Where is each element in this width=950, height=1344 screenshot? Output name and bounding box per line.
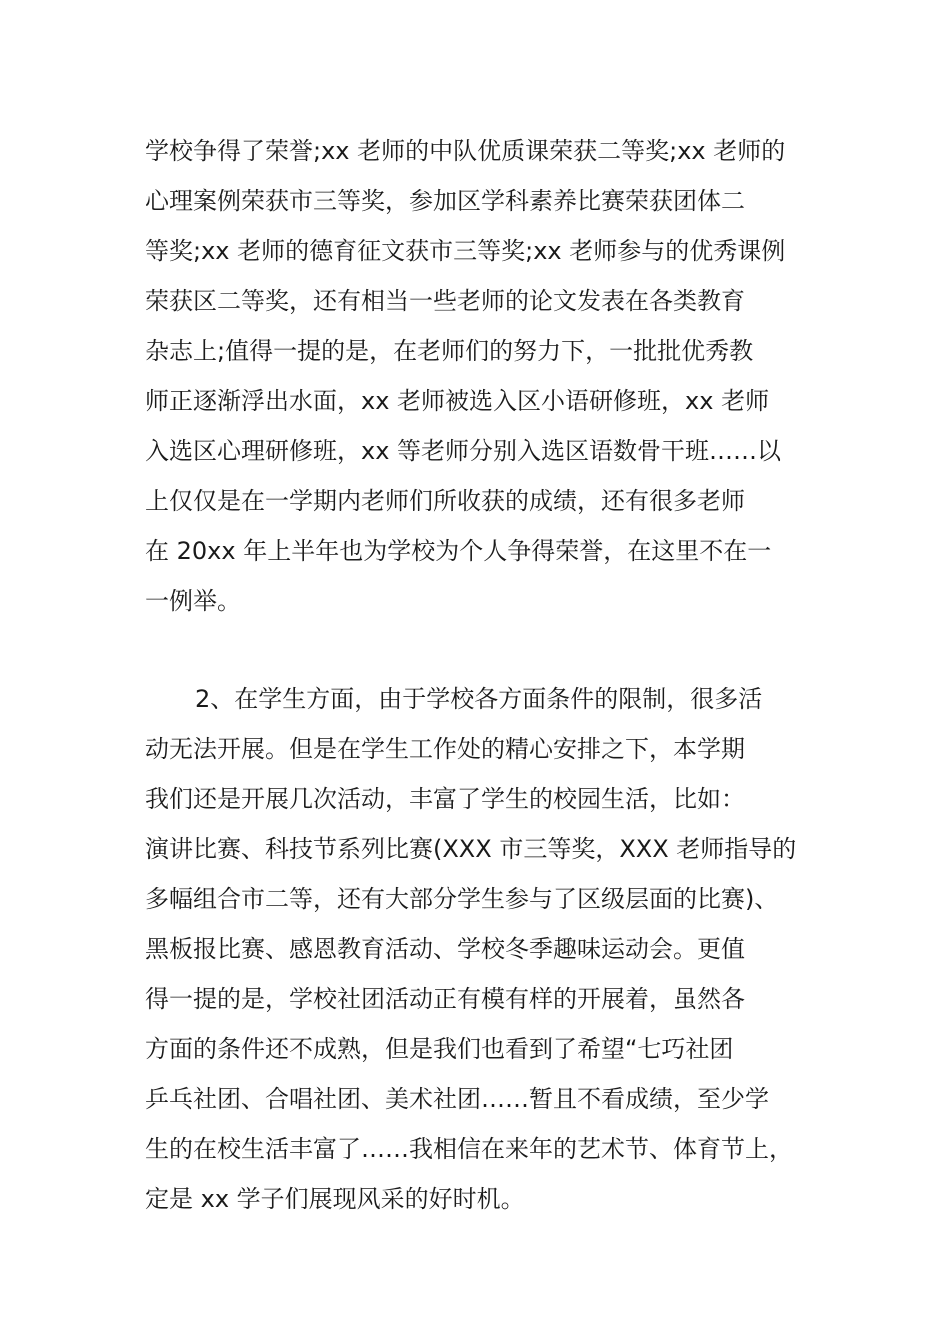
text-line: 一例举。: [145, 587, 241, 615]
text-line: 上仅仅是在一学期内老师们所收获的成绩，还有很多老师: [145, 487, 745, 515]
paragraph-teacher-achievements: [145, 126, 835, 626]
text-line: 动无法开展。但是在学生工作处的精心安排之下，本学期: [145, 735, 745, 763]
text-line: 在 20xx 年上半年也为学校为个人争得荣誉，在这里不在一: [145, 537, 772, 565]
text-line: 乒乓社团、合唱社团、美术社团……暂且不看成绩，至少学: [145, 1085, 769, 1113]
text-line: 等奖;xx 老师的德育征文获市三等奖;xx 老师参与的优秀课例: [145, 237, 786, 265]
text-line: 荣获区二等奖，还有相当一些老师的论文发表在各类教育: [145, 287, 745, 315]
text-line: 演讲比赛、科技节系列比赛(XXX 市三等奖，XXX 老师指导的: [145, 835, 797, 863]
text-line: 黑板报比赛、感恩教育活动、学校冬季趣味运动会。更值: [145, 935, 745, 963]
paragraph-student-activities: [145, 674, 835, 1224]
text-line: 得一提的是，学校社团活动正有模有样的开展着，虽然各: [145, 985, 745, 1013]
text-line: 我们还是开展几次活动，丰富了学生的校园生活，比如：: [145, 785, 745, 813]
text-line: 杂志上;值得一提的是，在老师们的努力下，一批批优秀教: [145, 337, 754, 365]
text-line: 方面的条件还不成熟，但是我们也看到了希望“七巧社团: [145, 1035, 734, 1063]
text-line: 定是 xx 学子们展现风采的好时机。: [145, 1185, 525, 1213]
text-line: 生的在校生活丰富了……我相信在来年的艺术节、体育节上，: [145, 1135, 793, 1163]
text-line: 心理案例荣获市三等奖，参加区学科素养比赛荣获团体二: [145, 187, 745, 215]
text-line: 学校争得了荣誉;xx 老师的中队优质课荣获二等奖;xx 老师的: [145, 137, 786, 165]
text-line: 多幅组合市二等，还有大部分学生参与了区级层面的比赛)、: [145, 885, 779, 913]
text-line: 师正逐渐浮出水面，xx 老师被选入区小语研修班，xx 老师: [145, 387, 770, 415]
text-line-first: 2、在学生方面，由于学校各方面条件的限制，很多活: [195, 685, 763, 713]
text-line: 入选区心理研修班，xx 等老师分别入选区语数骨干班……以: [145, 437, 782, 465]
